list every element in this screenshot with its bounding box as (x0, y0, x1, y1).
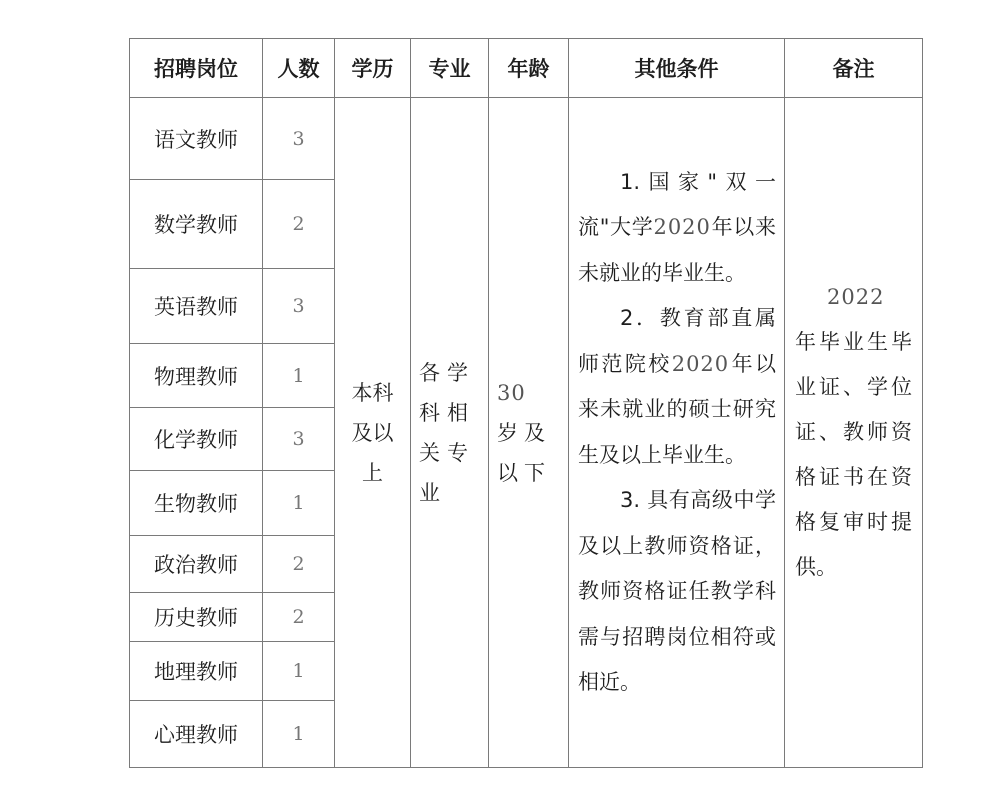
table-row (130, 98, 923, 180)
post-cell: 政治教师 (130, 536, 263, 593)
header-conditions: 其他条件 (569, 39, 785, 98)
header-count: 人数 (263, 39, 335, 98)
count-cell: 3 (263, 269, 335, 344)
age-text (489, 373, 568, 493)
note-cell (785, 98, 923, 768)
header-age: 年龄 (489, 39, 569, 98)
note-year: 2022 (827, 285, 885, 309)
table-header-row (130, 39, 923, 98)
count-cell: 2 (263, 536, 335, 593)
education-text: 本科及以上 (351, 380, 394, 485)
header-education: 学历 (335, 39, 411, 98)
post-cell: 心理教师 (130, 701, 263, 768)
header-major: 专业 (411, 39, 489, 98)
header-post: 招聘岗位 (130, 39, 263, 98)
count-cell: 1 (263, 642, 335, 701)
count-cell: 1 (263, 471, 335, 536)
post-cell: 英语教师 (130, 269, 263, 344)
count-cell: 1 (263, 701, 335, 768)
condition-2-part-a: 2．教育部直属师范院校 (578, 306, 776, 376)
note-body: 年毕业生毕业证、学位证、教师资格证书在资格复审时提供。 (795, 330, 912, 579)
condition-3: 3. 具有高级中学及以上教师资格证，教师资格证任教学科需与招聘岗位相符或相近。 (578, 488, 776, 694)
count-cell: 1 (263, 344, 335, 408)
major-text: 各学科相关专业 (419, 360, 475, 505)
recruitment-table (129, 38, 923, 768)
conditions-cell (569, 98, 785, 768)
education-cell (335, 98, 411, 768)
major-cell (411, 98, 489, 768)
condition-1 (578, 160, 776, 297)
count-cell: 2 (263, 180, 335, 269)
post-cell: 物理教师 (130, 344, 263, 408)
post-cell: 数学教师 (130, 180, 263, 269)
condition-2-part-b: 年以来未就业的硕士研究生及以上毕业生。 (578, 351, 777, 467)
post-cell: 生物教师 (130, 471, 263, 536)
count-cell: 2 (263, 593, 335, 642)
condition-2 (578, 296, 776, 478)
condition-1-part-a: 1.国家"双一流"大学 (578, 169, 776, 239)
conditions-text (569, 160, 784, 706)
condition-1-part-b: 年以来未就业的毕业生。 (578, 215, 776, 285)
post-cell: 地理教师 (130, 642, 263, 701)
post-cell: 化学教师 (130, 408, 263, 471)
age-cell (489, 98, 569, 768)
condition-2-year: 2020 (671, 351, 730, 376)
age-number: 30 (497, 380, 526, 405)
header-note: 备注 (785, 39, 923, 98)
condition-1-year: 2020 (653, 215, 711, 239)
age-suffix: 岁及以下 (497, 420, 551, 485)
count-cell: 3 (263, 98, 335, 180)
note-paragraph (795, 275, 912, 590)
post-cell: 语文教师 (130, 98, 263, 180)
count-cell: 3 (263, 408, 335, 471)
note-text (785, 275, 922, 590)
post-cell: 历史教师 (130, 593, 263, 642)
